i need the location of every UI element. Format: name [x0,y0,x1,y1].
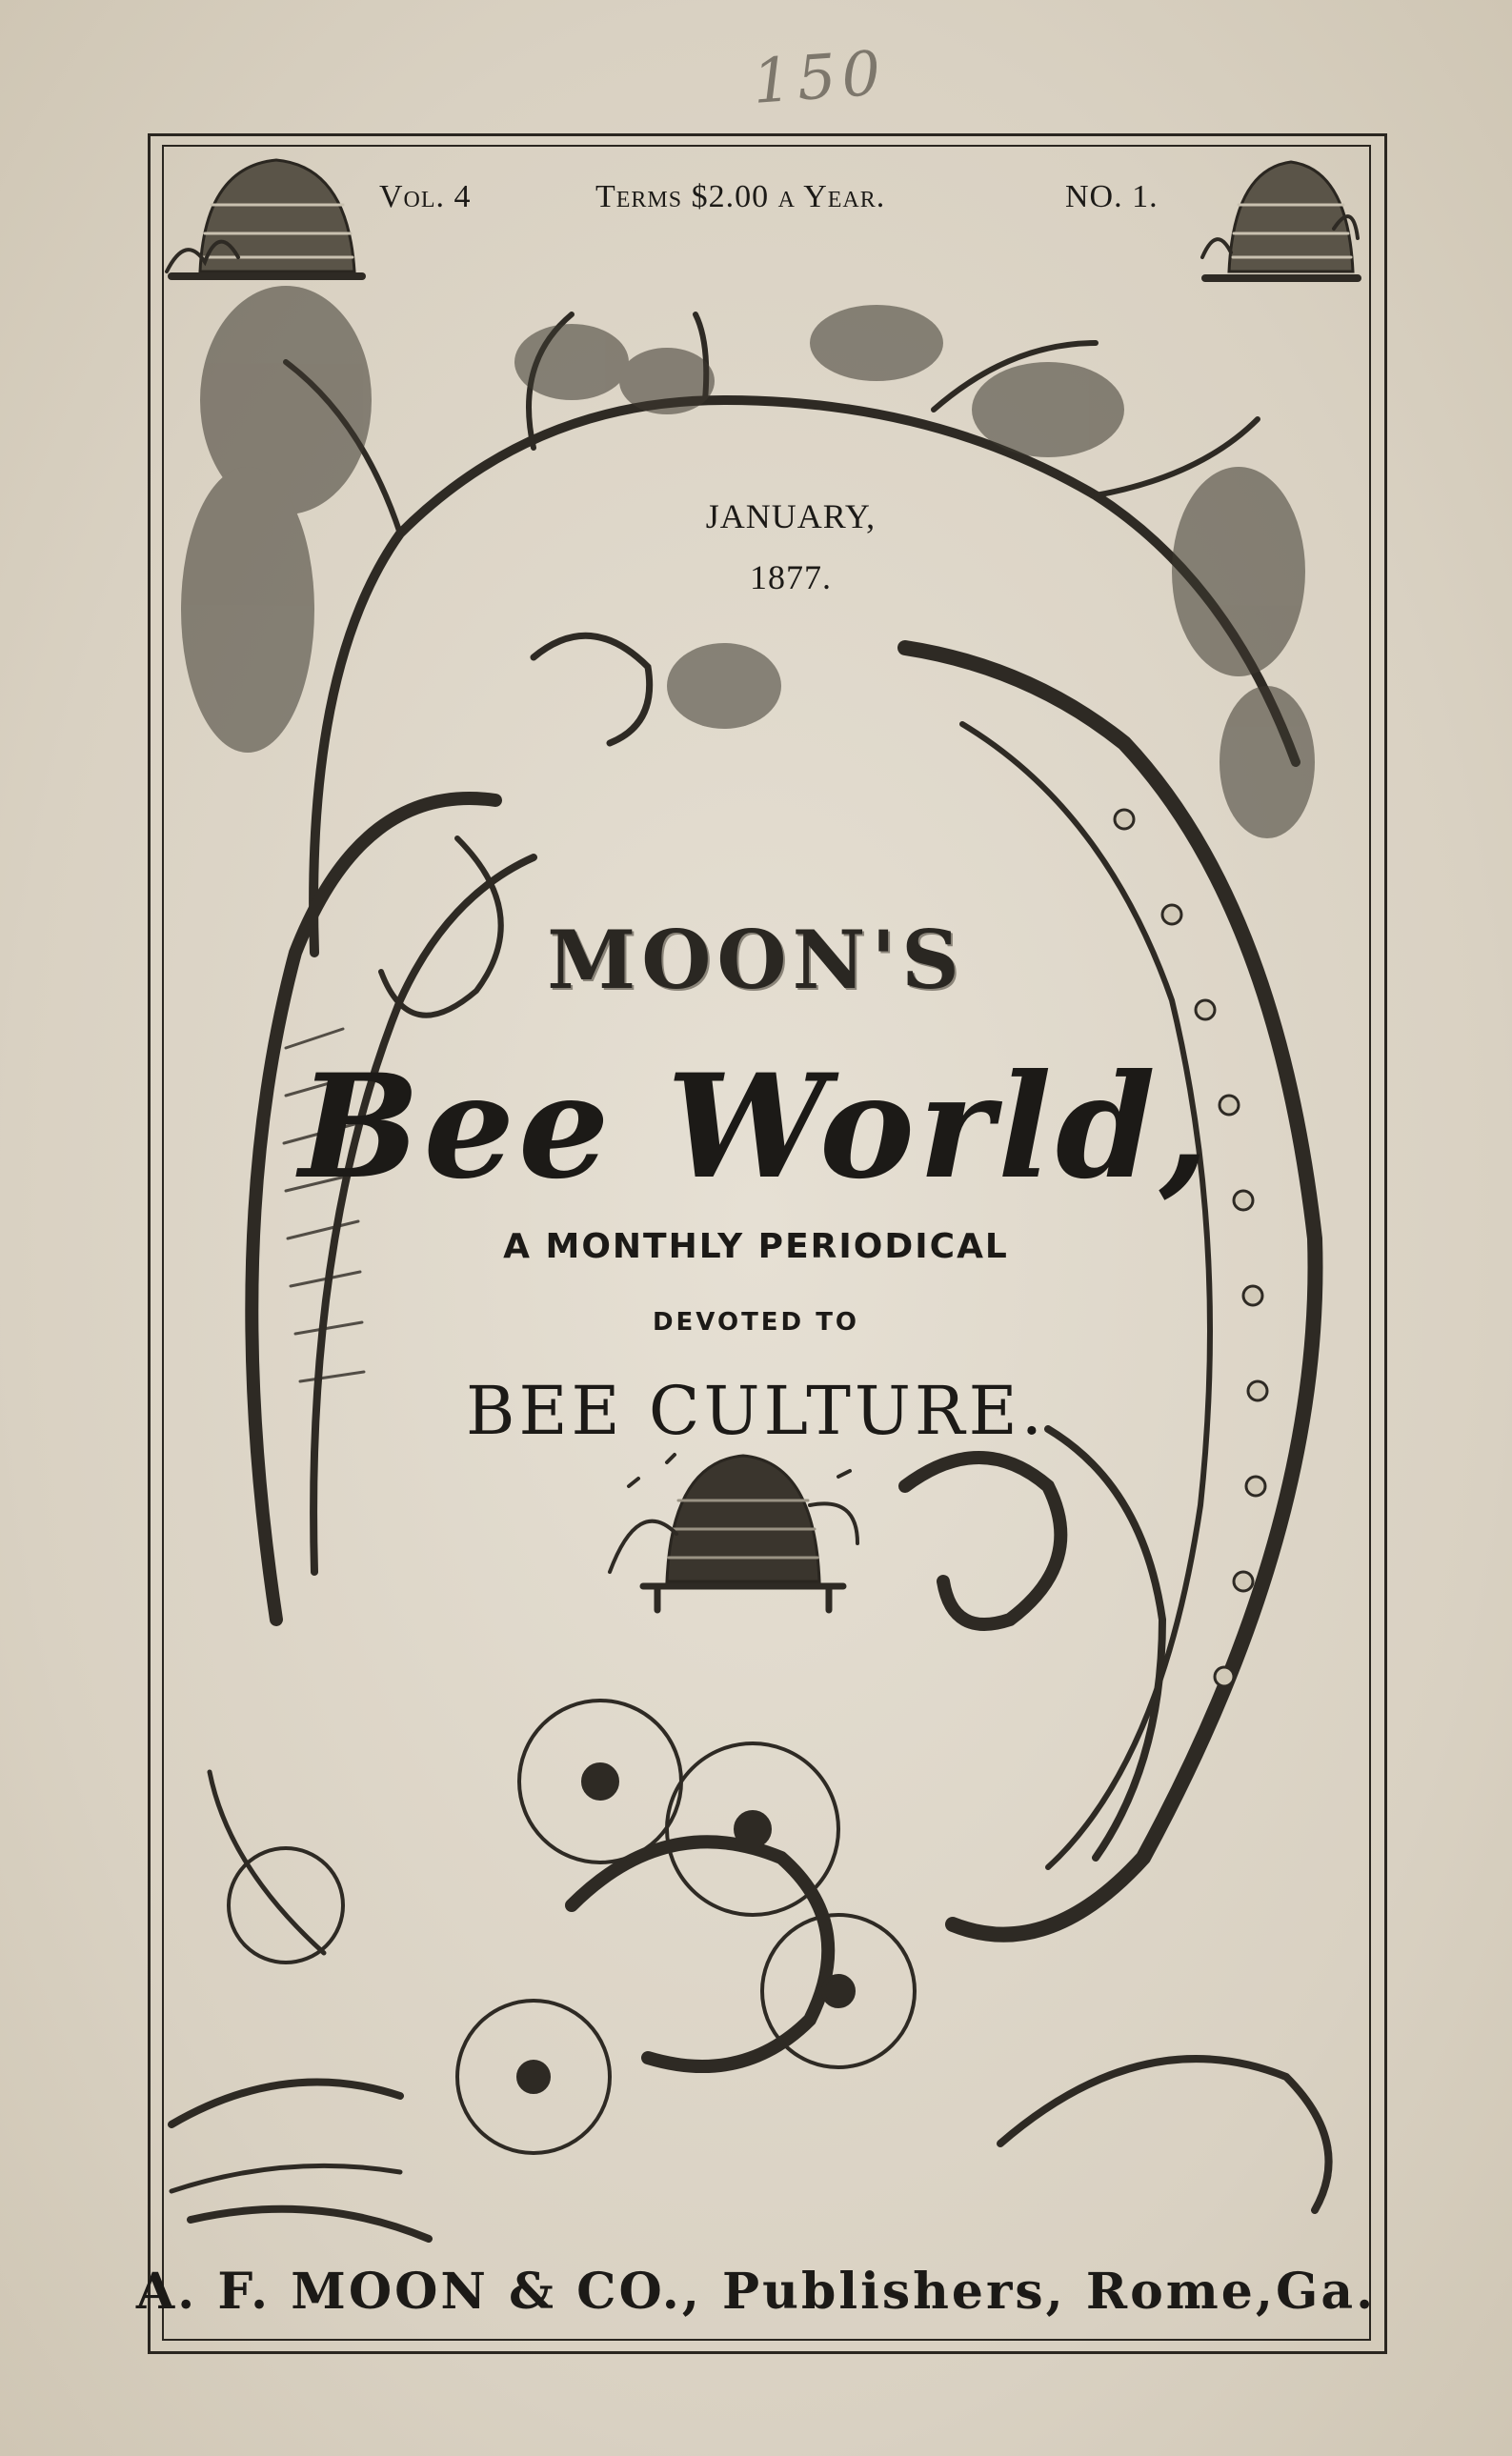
issue-year: 1877. [750,558,832,596]
subtitle-line1: A MONTHLY PERIODICAL [503,1227,1009,1266]
subtitle-line3: BEE CULTURE. [466,1372,1046,1450]
masthead-title-line2: Bee World, [298,1043,1214,1211]
issue-date [610,486,972,608]
issue-number: NO. 1. [1065,179,1159,214]
beehive-icon-center [610,1455,857,1610]
publisher-line: A. F. MOON & CO., Publishers, Rome,Ga. [135,2263,1377,2321]
subtitle-line2: DEVOTED TO [652,1308,860,1337]
masthead-title-line1: MOON'S [547,913,965,1007]
handwritten-note: 150 [750,38,889,118]
header-row [0,179,1512,236]
volume-label: Vol. 4 [379,179,472,214]
issue-month: JANUARY, [705,497,877,535]
terms-label: Terms $2.00 a Year. [595,179,886,214]
